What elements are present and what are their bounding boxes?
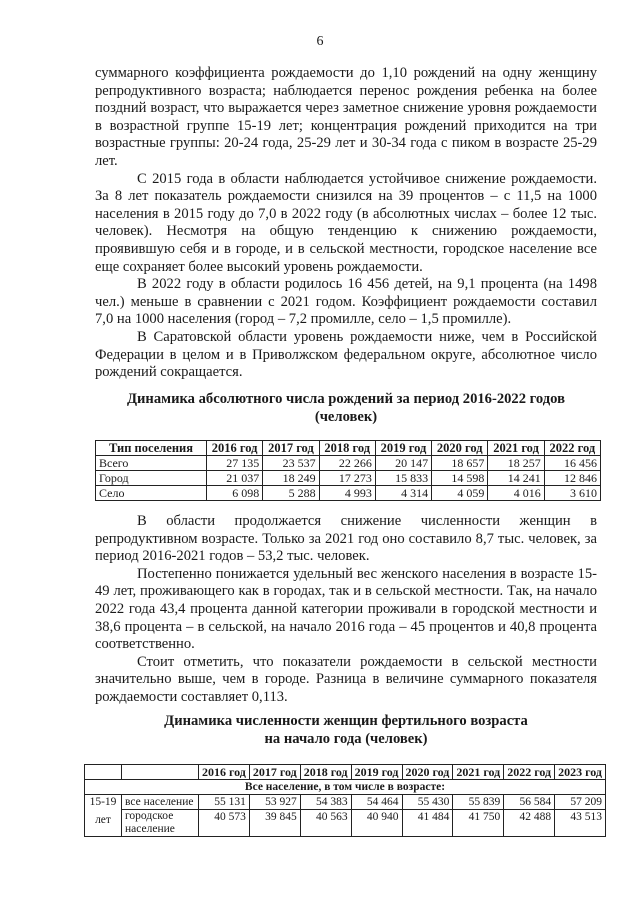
table-cell: 40 573: [199, 810, 250, 837]
table-cell: 4 993: [319, 486, 375, 501]
table-cell: 18 657: [432, 456, 488, 471]
table-cell: 4 016: [488, 486, 544, 501]
table-cell: 21 037: [207, 471, 263, 486]
table-cell: 18 257: [488, 456, 544, 471]
column-header: 2022 год: [504, 765, 555, 780]
table-cell: 6 098: [207, 486, 263, 501]
column-header: [122, 765, 199, 780]
table-cell: 40 563: [300, 810, 351, 837]
table-cell: 57 209: [555, 795, 606, 810]
table1-title-line2: (человек): [314, 408, 378, 425]
table-cell: 4 314: [375, 486, 431, 501]
paragraph: С 2015 года в области наблюдается устойчивое снижение рождаемости. За 8 лет показатель рождаемости снизился на 39 процентов – с 11,5 на 1000 населения в 2015 году до 7,0 в 2022 году (в абсолютных числах – более 12 тыс. человек). Несмотря на общую тенденцию к снижению рождаемости, проявившую себя и в городе, и в сельской местности, городское население все еще сохраняет более высокий уровень рождаемости.: [95, 170, 597, 275]
age-group-unit: лет: [95, 814, 111, 826]
table-span-row: [85, 780, 606, 795]
table-cell: 3 610: [544, 486, 600, 501]
table-cell: 53 927: [249, 795, 300, 810]
paragraph: Постепенно понижается удельный вес женского населения в возрасте 15-49 лет, проживающего как в городах, так и в сельской местности. Так, на начало 2022 года 43,4 процента данной категории проживали в городской местности и 38,6 процента – в сельской, на начало 2016 года – 45 процентов и 40,8 процента соответственно.: [95, 565, 597, 653]
paragraph: суммарного коэффициента рождаемости до 1,10 рождений на одну женщину репродуктивного возраста; наблюдается перенос рождения ребенка на более поздний возраст, что выражается через заметное снижение уровня рождаемости в возрастной группе 15-19 лет; концентрация рождений приходится на три возрастные группы: 20-24 года, 25-29 лет и 30-34 года с пиком в возрасте 25-29 лет.: [95, 65, 597, 169]
table-cell: 4 059: [432, 486, 488, 501]
table-cell: 54 464: [351, 795, 402, 810]
births-table: [95, 440, 601, 501]
column-header: 2017 год: [263, 441, 319, 456]
table-cell: 55 839: [453, 795, 504, 810]
table-cell: 18 249: [263, 471, 319, 486]
table-cell: 41 484: [402, 810, 453, 837]
table-header-row: [85, 765, 606, 780]
table-cell: 12 846: [544, 471, 600, 486]
table-cell: 16 456: [544, 456, 600, 471]
table2-title: [95, 713, 597, 748]
table-cell: 5 288: [263, 486, 319, 501]
text-block-1: [95, 65, 597, 382]
table1-title: [95, 391, 597, 426]
span-row-label: Все население, в том числе в возрасте:: [85, 780, 606, 795]
age-group-cell: [85, 795, 122, 837]
table-cell: 39 845: [249, 810, 300, 837]
fertile-women-table: [84, 764, 606, 837]
table-cell: 42 488: [504, 810, 555, 837]
row-label: Город: [96, 471, 207, 486]
table2-title-line1: Динамика численности женщин фертильного возраста: [164, 713, 528, 729]
column-header: 2020 год: [402, 765, 453, 780]
table-row: [85, 795, 606, 810]
table2-title-line2: на начало года (человек): [264, 730, 428, 747]
table-cell: 43 513: [555, 810, 606, 837]
text-block-2: [95, 513, 597, 707]
column-header: 2017 год: [249, 765, 300, 780]
table-cell: 54 383: [300, 795, 351, 810]
column-header: [85, 765, 122, 780]
table-cell: 14 598: [432, 471, 488, 486]
column-header: 2016 год: [199, 765, 250, 780]
paragraph: Стоит отметить, что показатели рождаемости в сельской местности значительно выше, чем в городе. Разница в величине суммарного показателя рождаемости составляет 0,113.: [95, 653, 597, 705]
page-number: 6: [316, 34, 324, 49]
table-row: [96, 456, 601, 471]
table-cell: 15 833: [375, 471, 431, 486]
table-row: [96, 486, 601, 501]
table-header-row: [96, 441, 601, 456]
table-cell: 56 584: [504, 795, 555, 810]
table1-title-line1: Динамика абсолютного числа рождений за период 2016-2022 годов: [126, 391, 565, 407]
column-header: Тип поселения: [96, 441, 207, 456]
table-row: [96, 471, 601, 486]
row-label: все население: [122, 795, 199, 810]
table-cell: 27 135: [207, 456, 263, 471]
column-header: 2018 год: [319, 441, 375, 456]
paragraph: В 2022 году в области родилось 16 456 детей, на 9,1 процента (на 1498 чел.) меньше в сравнении с 2021 годом. Коэффициент рождаемости составил 7,0 на 1000 населения (город – 7,2 промилле, село – 1,5 промилле).: [95, 276, 597, 328]
age-group-label: 15-19: [89, 796, 117, 808]
column-header: 2021 год: [488, 441, 544, 456]
table-cell: 41 750: [453, 810, 504, 837]
row-label: Всего: [96, 456, 207, 471]
table-cell: 55 430: [402, 795, 453, 810]
table-cell: 40 940: [351, 810, 402, 837]
column-header: 2021 год: [453, 765, 504, 780]
column-header: 2022 год: [544, 441, 600, 456]
column-header: 2019 год: [375, 441, 431, 456]
table-row: [85, 810, 606, 837]
paragraph: В Саратовской области уровень рождаемости ниже, чем в Российской Федерации в целом и в Приволжском федеральном округе, абсолютное число рождений сокращается.: [95, 328, 597, 381]
table-cell: 55 131: [199, 795, 250, 810]
table-cell: 20 147: [375, 456, 431, 471]
column-header: 2023 год: [555, 765, 606, 780]
row-label: Село: [96, 486, 207, 501]
column-header: 2020 год: [432, 441, 488, 456]
column-header: 2019 год: [351, 765, 402, 780]
table-cell: 23 537: [263, 456, 319, 471]
column-header: 2018 год: [300, 765, 351, 780]
row-label: городское население: [122, 810, 199, 837]
table-cell: 17 273: [319, 471, 375, 486]
paragraph: В области продолжается снижение численности женщин в репродуктивном возрасте. Только за 2021 год оно составило 8,7 тыс. человек, за период 2016-2021 годов – 53,2 тыс. человек.: [95, 513, 597, 565]
table-cell: 22 266: [319, 456, 375, 471]
table-cell: 14 241: [488, 471, 544, 486]
column-header: 2016 год: [207, 441, 263, 456]
